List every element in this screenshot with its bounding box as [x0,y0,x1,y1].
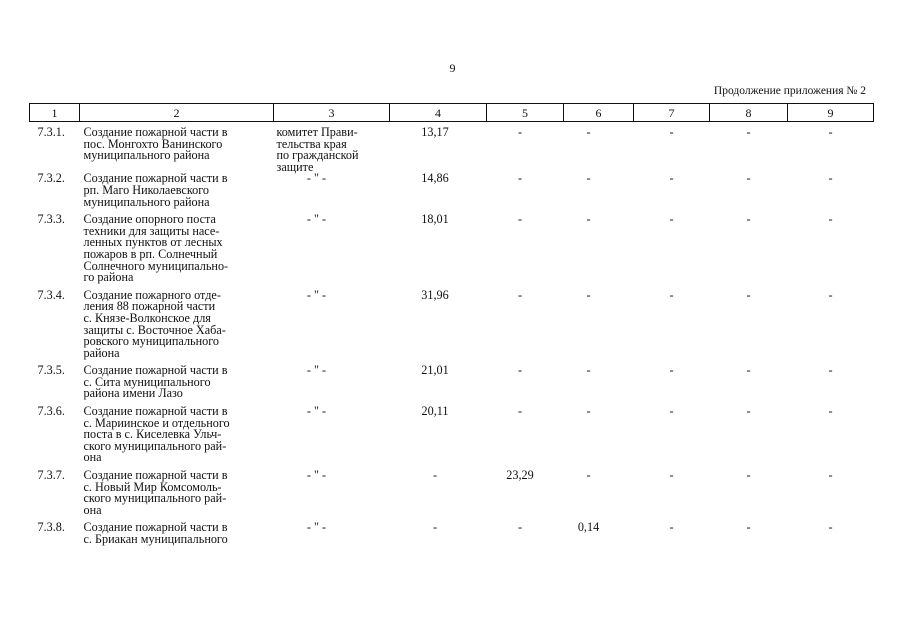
table-row [30,522,874,551]
table-body [30,122,874,552]
executor-line: - " - [306,468,327,483]
value-col-6: - [586,171,591,186]
measure-name-line: ленных пунктов от лесных [83,235,223,250]
value-col-7: - [669,212,674,227]
measure-name-line: ского муниципального рай- [83,438,227,453]
value-col-4: 31,96 [421,287,449,302]
measure-name-line: с. Новый Мир Комсомоль- [83,479,222,494]
value-col-6: - [586,125,591,139]
measure-name-line: с. Мариинское и отдельного [83,415,230,430]
column-header: 8 [710,104,788,122]
item-number: 7.3.7. [37,468,65,483]
value-col-4: - [432,520,438,535]
value-col-7: - [669,520,674,535]
value-col-6: - [586,468,591,483]
measure-name-line: рп. Маго Николаевского [83,182,210,197]
value-col-4: 14,86 [421,171,449,186]
measure-name-line: Создание пожарной части в [83,125,228,139]
executor-cell [274,470,390,522]
value-col-4: - [432,468,438,483]
column-header: 4 [390,104,487,122]
measure-name-line: пожаров в рп. Солнечный [83,246,218,261]
column-header: 1 [30,104,80,122]
value-col-8: - [746,212,751,227]
measure-name-line: поста в с. Киселевка Ульч- [83,427,222,442]
value-col-9: - [828,363,833,378]
item-number: 7.3.3. [37,212,65,227]
value-col-7: - [669,404,674,419]
executor-line: комитет Прави- [276,125,358,139]
value-col-8: - [746,404,751,419]
table-row [30,365,874,406]
value-col-9: - [828,125,833,139]
measure-name-line: Солнечного муниципально- [83,258,229,273]
item-number: 7.3.1. [37,125,65,139]
value-col-6: - [586,404,591,419]
measure-name-cell [80,287,274,366]
value-col-5: - [517,212,523,227]
executor-cell [274,214,390,290]
value-col-9: - [828,212,833,227]
measure-name-line: Создание пожарной части в [83,363,228,378]
executor-cell [274,173,390,214]
appendix-continuation-label: Продолжение приложения № 2 [713,85,866,97]
measure-name-line: Создание пожарной части в [83,468,228,483]
value-col-9: - [828,404,833,419]
value-col-4: 18,01 [421,212,449,227]
measure-name-line: техники для защиты насе- [83,223,220,238]
table-row [30,290,874,366]
executor-cell [274,406,390,470]
table-header [30,104,874,122]
measure-name-line: она [83,502,102,517]
table-row [30,122,874,174]
item-number: 7.3.6. [37,404,65,419]
column-header: 3 [274,104,390,122]
executor-line: - " - [306,212,327,227]
value-col-7: - [669,125,674,139]
table-row [30,173,874,214]
measure-name-line: пос. Монгохто Ванинского [83,136,223,151]
value-col-7: - [669,287,674,302]
measure-name-line: ровского муниципального [83,334,219,349]
value-col-5: - [517,171,523,186]
value-col-8: - [746,363,751,378]
item-number: 7.3.8. [37,520,65,535]
measure-name-cell [80,173,274,214]
value-col-6: - [586,212,591,227]
table-row [30,470,874,522]
executor-line: тельства края [276,136,347,151]
executor-cell [274,365,390,406]
item-number: 7.3.4. [37,287,65,302]
column-header: 5 [487,104,564,122]
value-col-7: - [669,363,674,378]
budget-table [29,103,874,552]
value-col-7: - [669,468,674,483]
measure-name-line: района [83,345,120,360]
header-row [30,104,874,122]
value-col-5: - [517,125,523,139]
executor-line: - " - [306,520,327,535]
measure-name-cell [80,214,274,290]
page-number: 9 [449,61,456,75]
measure-name-line: защиты с. Восточное Хаба- [83,322,226,337]
measure-name-cell [80,470,274,522]
measure-name-line: Создание пожарной части в [83,404,228,419]
measure-name-line: муниципального района [83,148,210,163]
value-col-5: 23,29 [506,468,534,483]
measure-name-cell [80,522,274,551]
value-col-5: - [517,363,523,378]
value-col-5: - [517,520,523,535]
executor-line: - " - [306,404,327,419]
value-col-8: - [746,125,751,139]
measure-name-line: с. Бриакан муниципального [83,532,228,546]
value-col-4: 13,17 [421,125,449,139]
column-header: 2 [80,104,274,122]
measure-name-cell [80,406,274,470]
measure-name-line: с. Сита муниципального [83,374,211,389]
value-col-8: - [746,171,751,186]
executor-line: - " - [306,287,327,302]
value-col-4: 20,11 [421,404,449,419]
measure-name-cell [80,122,274,174]
value-col-5: - [517,404,523,419]
measure-name-line: с. Князе-Волконское для [83,310,211,325]
executor-cell [274,522,390,551]
item-number: 7.3.5. [37,363,65,378]
column-header: 6 [564,104,634,122]
measure-name-line: Создание опорного поста [83,212,216,227]
column-header: 9 [788,104,874,122]
measure-name-line: Создание пожарной части в [83,520,228,535]
measure-name-cell [80,365,274,406]
value-col-8: - [746,468,751,483]
measure-name-line: ления 88 пожарной части [83,299,216,314]
value-col-9: - [828,287,833,302]
value-col-6: - [586,287,591,302]
measure-name-line: го района [83,270,134,285]
measure-name-line: Создание пожарного отде- [83,287,221,302]
value-col-8: - [746,287,751,302]
executor-line: по гражданской [276,148,359,163]
measure-name-line: муниципального района [83,194,210,209]
executor-line: защите [276,159,314,174]
measure-name-line: она [83,450,102,465]
value-col-7: - [669,171,674,186]
column-header: 7 [634,104,710,122]
value-col-6: - [586,363,591,378]
item-number: 7.3.2. [37,171,65,186]
value-col-4: 21,01 [421,363,449,378]
executor-line: - " - [306,171,327,186]
measure-name-line: Создание пожарной части в [83,171,228,186]
value-col-9: - [828,468,833,483]
value-col-9: - [828,520,833,535]
executor-cell [274,287,390,366]
table-row [30,406,874,470]
value-col-6: 0,14 [577,520,600,535]
executor-line: - " - [306,363,327,378]
table-row [30,214,874,290]
value-col-9: - [828,171,833,186]
measure-name-line: ского муниципального рай- [83,491,227,506]
value-col-8: - [746,520,751,535]
value-col-5: - [517,287,523,302]
executor-cell [274,122,390,174]
measure-name-line: района имени Лазо [83,386,183,401]
